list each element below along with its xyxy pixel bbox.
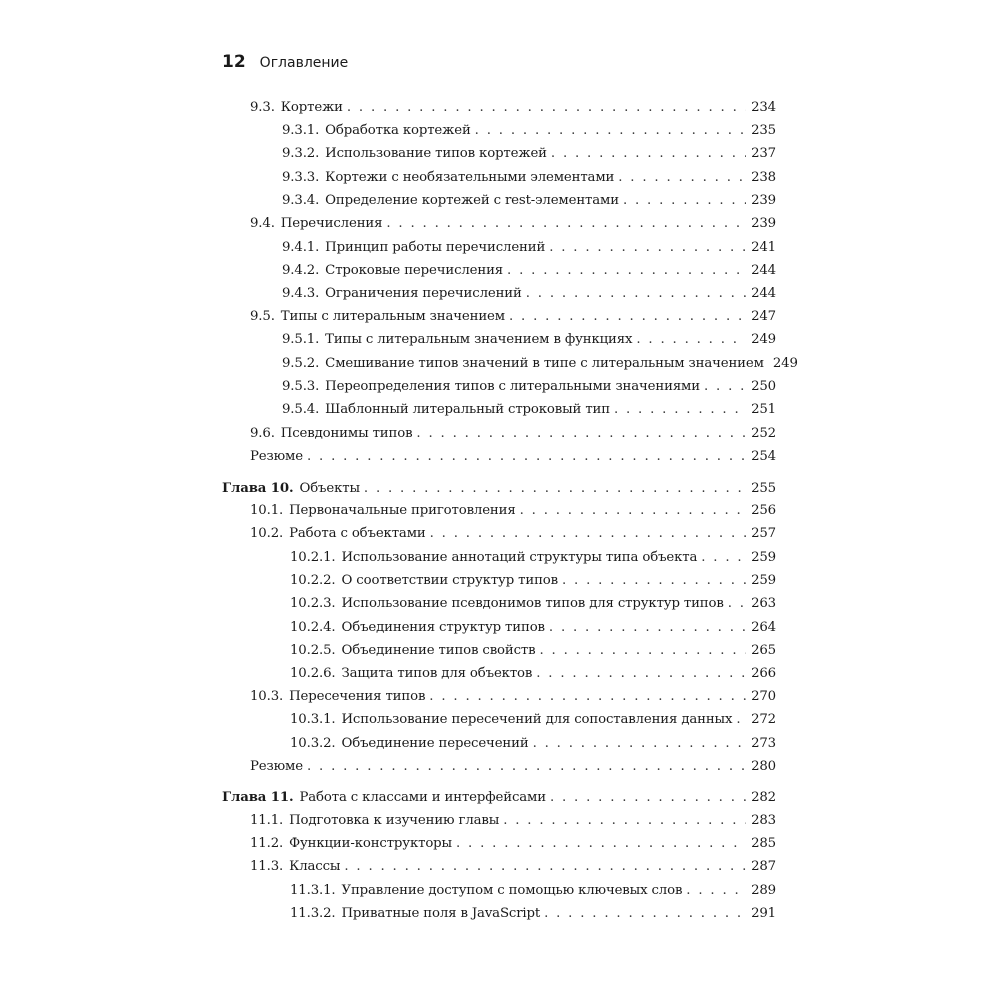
toc-entry: 10.1. Первоначальные приготовления . . . 256 xyxy=(250,503,776,523)
toc-entry: 9.5.2. Смешивание типов значений в типе с литеральным значением 249 xyxy=(282,356,798,371)
toc-entry: 11.2. Функции-конструкторы . . . 285 xyxy=(250,836,776,856)
toc-entry: 9.4.1. Принцип работы перечислений . . . 241 xyxy=(282,240,776,260)
toc-entry: 11.3. Классы . . . 287 xyxy=(250,859,776,879)
toc-entry: 9.5. Типы с литеральным значением . . . 247 xyxy=(250,309,776,329)
toc-entry: 10.2.3. Использование псевдонимов типов для структур типов . . . 263 xyxy=(290,596,776,616)
toc-entry: 9.5.4. Шаблонный литеральный строковый тип . . . 251 xyxy=(282,402,776,422)
toc-entry: 9.5.1. Типы с литеральным значением в функциях . . . 249 xyxy=(282,332,776,352)
toc-entry: 11.3.1. Управление доступом с помощью ключевых слов . . . 289 xyxy=(290,883,776,903)
toc-entry: 9.4. Перечисления . . . 239 xyxy=(250,216,776,236)
toc-entry: 9.3. Кортежи . . . 234 xyxy=(250,100,776,120)
page-number: 12 xyxy=(222,52,246,72)
toc-entry: 10.2.2. О соответствии структур типов . . . 259 xyxy=(290,573,776,593)
toc-entry: 11.1. Подготовка к изучению главы . . . 283 xyxy=(250,813,776,833)
toc-entry: 10.3. Пересечения типов . . . 270 xyxy=(250,689,776,709)
chapter-entry: Глава 10. Объекты . . . 255 xyxy=(222,481,776,501)
toc-entry: 10.2.5. Объединение типов свойств . . . 265 xyxy=(290,643,776,663)
toc-entry: 9.4.3. Ограничения перечислений . . . 244 xyxy=(282,286,776,306)
toc-entry: Резюме . . . 254 xyxy=(250,449,776,469)
toc-entry: 10.3.2. Объединение пересечений . . . 273 xyxy=(290,736,776,756)
chapter-entry: Глава 11. Работа с классами и интерфейсами . . . 282 xyxy=(222,790,776,810)
toc-entry: 10.2.1. Использование аннотаций структуры типа объекта . . . 259 xyxy=(290,550,776,570)
toc-entry: 9.3.2. Использование типов кортежей . . . 237 xyxy=(282,146,776,166)
toc-entry: 10.2.4. Объединения структур типов . . . 264 xyxy=(290,620,776,640)
toc-entry: 9.4.2. Строковые перечисления . . . 244 xyxy=(282,263,776,283)
toc-entry: 10.3.1. Использование пересечений для сопоставления данных . . . 272 xyxy=(290,712,776,732)
toc-entry: 9.6. Псевдонимы типов . . . 252 xyxy=(250,426,776,446)
running-title: Оглавление xyxy=(259,55,349,71)
toc-entry: 10.2.6. Защита типов для объектов . . . 266 xyxy=(290,666,776,686)
toc-entry: 9.5.3. Переопределения типов с литеральными значениями . . . 250 xyxy=(282,379,776,399)
toc-entry: 9.3.1. Обработка кортежей . . . 235 xyxy=(282,123,776,143)
toc-entry: 10.2. Работа с объектами . . . 257 xyxy=(250,526,776,546)
toc-entry: 9.3.3. Кортежи с необязательными элементами . . . 238 xyxy=(282,170,776,190)
toc-entry: Резюме . . . 280 xyxy=(250,759,776,779)
toc-entry: 11.3.2. Приватные поля в JavaScript . . . 291 xyxy=(290,906,776,926)
toc-entry: 9.3.4. Определение кортежей с rest-элементами . . . 239 xyxy=(282,193,776,213)
